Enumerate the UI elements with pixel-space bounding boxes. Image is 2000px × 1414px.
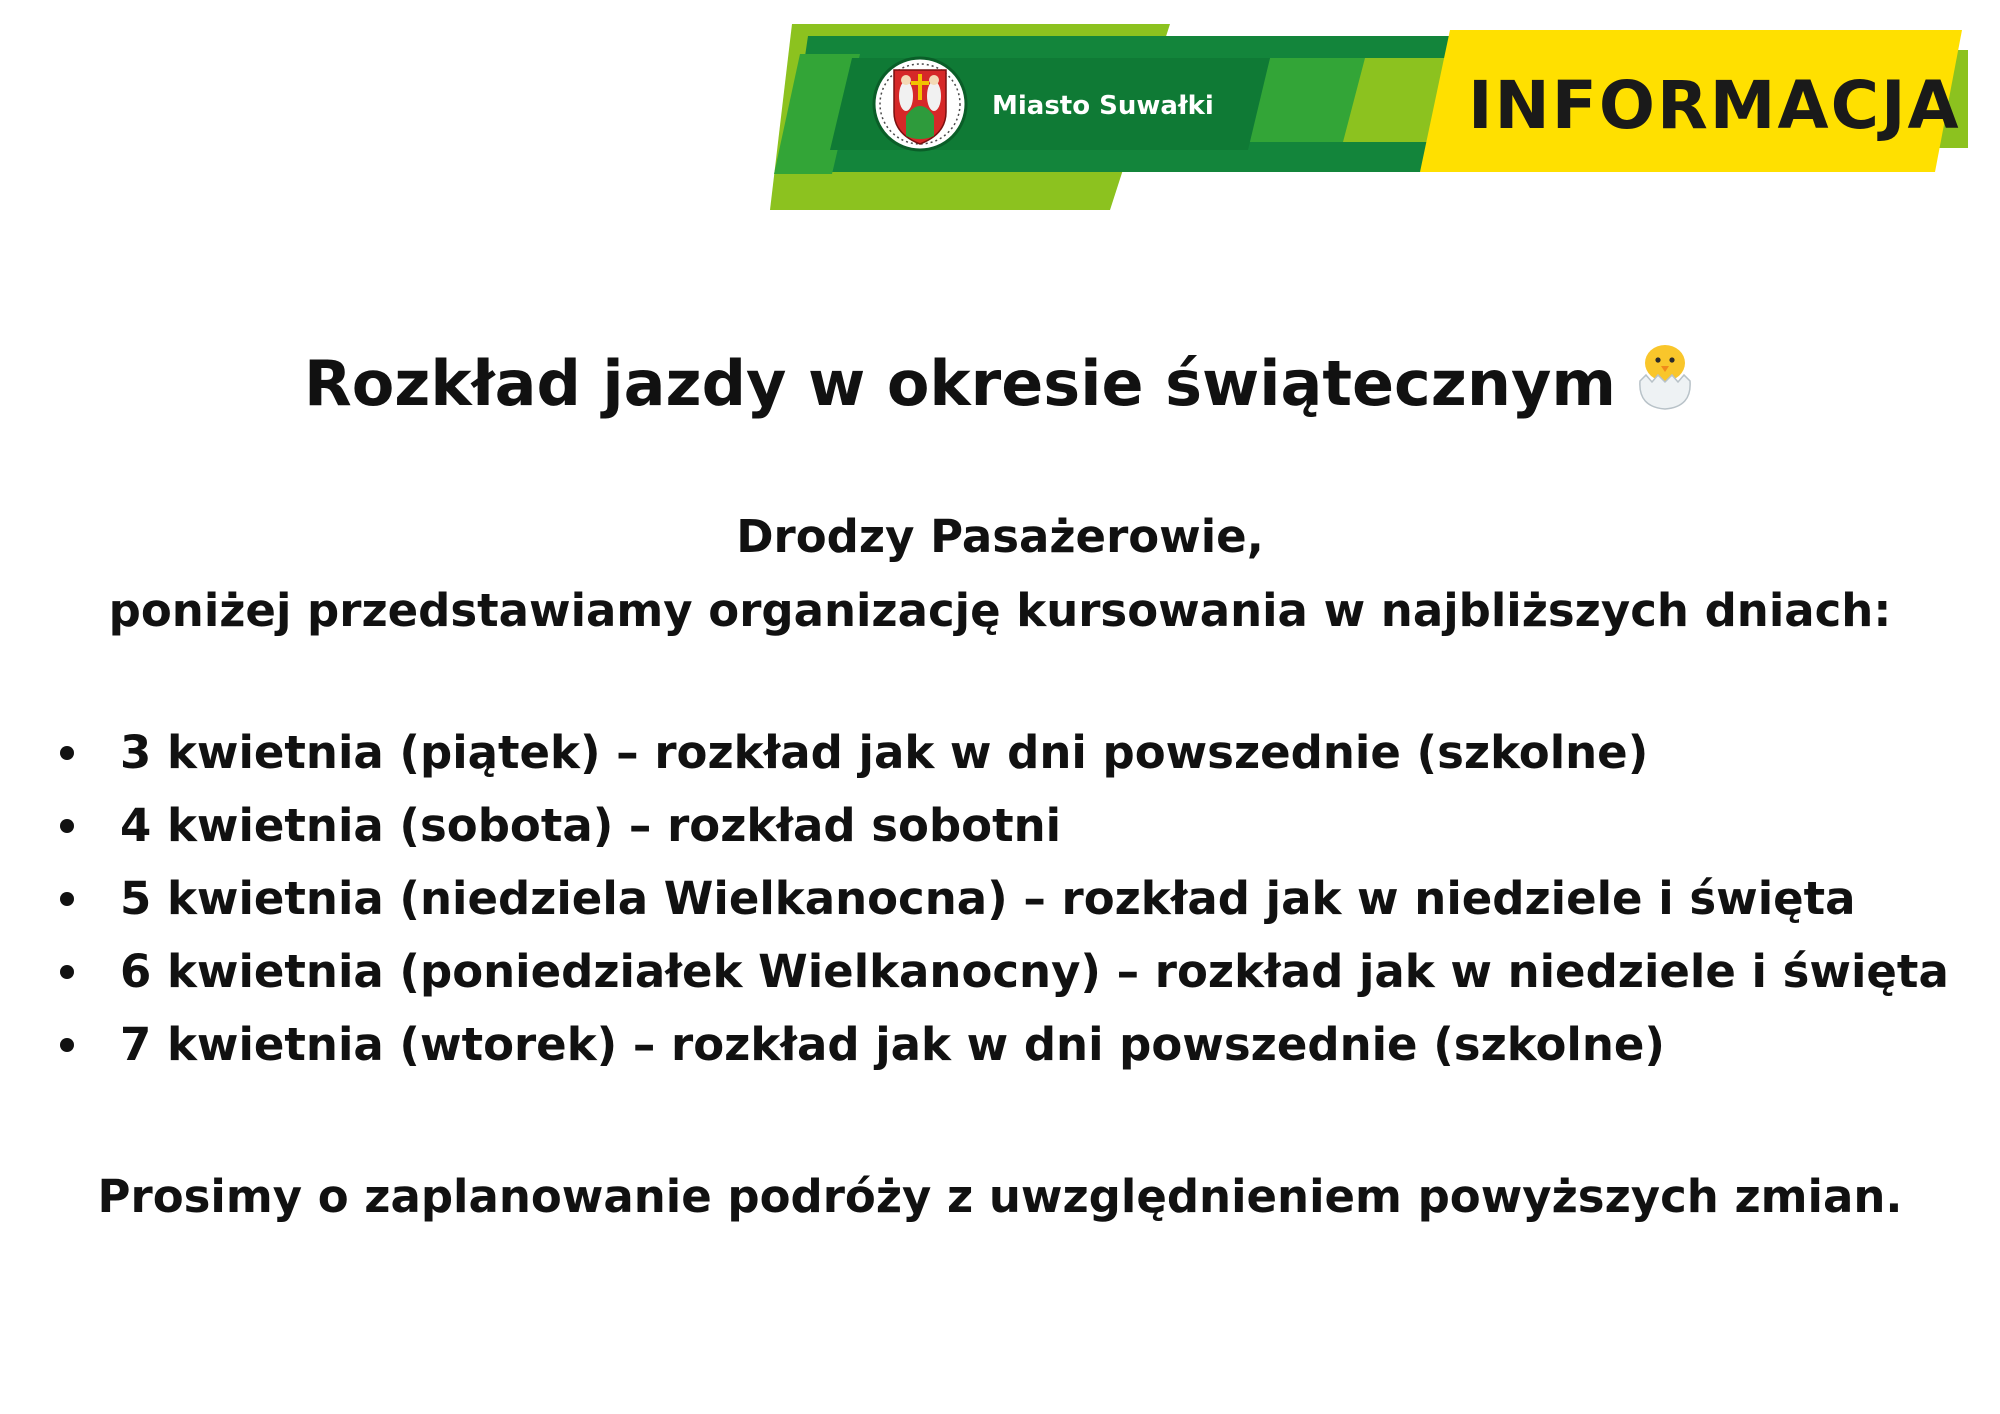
- bullet-icon: [60, 819, 74, 833]
- bullet-icon: [60, 1038, 74, 1052]
- header-banner: [770, 24, 1970, 210]
- greeting-text: Drodzy Pasażerowie,: [736, 510, 1264, 563]
- schedule-list: [52, 716, 1992, 1081]
- bullet-icon: [60, 965, 74, 979]
- closing-text: Prosimy o zaplanowanie podróży z uwzględnieniem powyższych zmian.: [97, 1170, 1903, 1223]
- city-coat-of-arms-icon: [874, 58, 966, 150]
- page-title-row: [0, 335, 2000, 429]
- schedule-item-text: 5 kwietnia (niedziela Wielkanocna) – rozkład jak w niedziele i święta: [120, 872, 1856, 925]
- schedule-item-text: 6 kwietnia (poniedziałek Wielkanocny) – rozkład jak w niedziele i święta: [120, 945, 1949, 998]
- schedule-item: [52, 716, 1992, 789]
- bullet-icon: [60, 746, 74, 760]
- banner-info-label: INFORMACJA: [1468, 67, 1961, 144]
- intro-block: [0, 500, 2000, 648]
- intro-lead-text: poniżej przedstawiamy organizację kursowania w najbliższych dniach:: [108, 584, 1892, 637]
- schedule-item: [52, 862, 1992, 935]
- hatching-chick-icon: [1634, 335, 1696, 411]
- page-title: Rozkład jazdy w okresie świątecznym: [303, 347, 1617, 420]
- schedule-item-text: 4 kwietnia (sobota) – rozkład sobotni: [120, 799, 1062, 852]
- schedule-item-text: 7 kwietnia (wtorek) – rozkład jak w dni powszednie (szkolne): [120, 1018, 1665, 1071]
- schedule-item-text: 3 kwietnia (piątek) – rozkład jak w dni powszednie (szkolne): [120, 726, 1649, 779]
- schedule-item: [52, 935, 1992, 1008]
- banner-city-name: Miasto Suwałki: [992, 91, 1214, 121]
- bullet-icon: [60, 892, 74, 906]
- schedule-item: [52, 1008, 1992, 1081]
- schedule-item: [52, 789, 1992, 862]
